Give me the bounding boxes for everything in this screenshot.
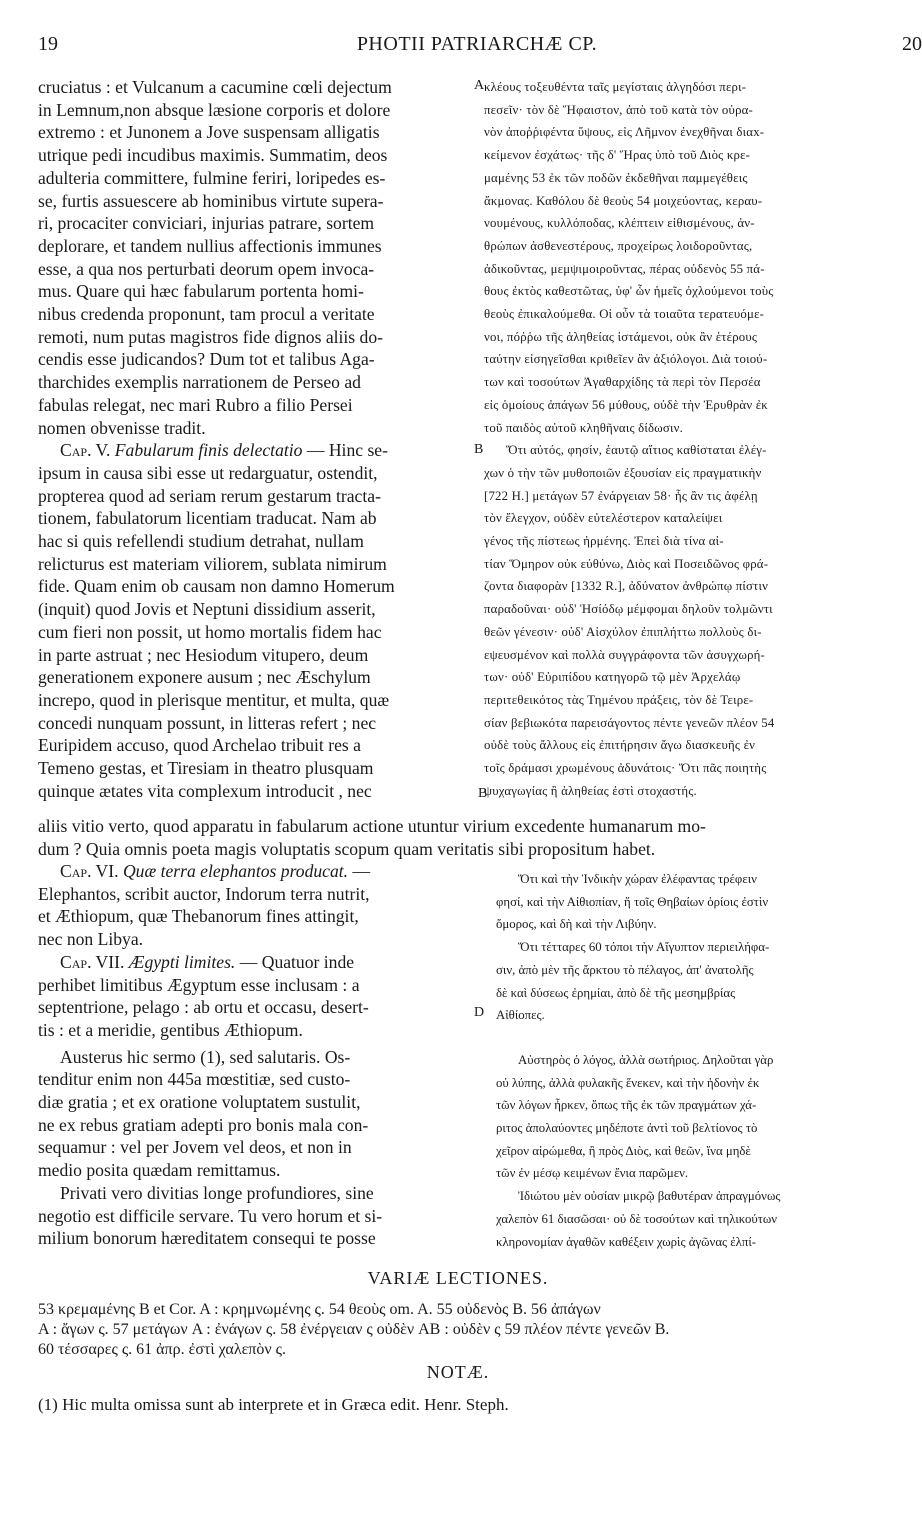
latin-line: milium bonorum hæreditatem consequi te posse [38, 1228, 376, 1249]
paragraph-austerus [38, 1046, 472, 1182]
fullwidth-paragraph [38, 815, 916, 860]
greek-paragraph-idiotou [496, 1185, 916, 1253]
latin-line: deplorare, et tandem nullius affectionis immunes [38, 235, 382, 256]
chapter-7-body [38, 974, 472, 1042]
greek-line: εψευσμένον καὶ πολλὰ συγγράφοντα τῶν ἀσυγχωρή- [484, 647, 766, 662]
latin-line: (inquit) quod Jovis et Neptuni dissidium asserit, [38, 599, 376, 620]
greek-line: ἄκμονας. Καθόλου δὲ θεοὺς 54 μοιχεύοντας, κεραυ- [484, 193, 763, 208]
latin-paragraph-1 [38, 76, 472, 439]
latin-line: quinque ætates vita complexum introducit , nec [38, 780, 372, 801]
running-header [38, 33, 922, 63]
chapter-6-label: Cap. VI. [60, 861, 119, 881]
chapter-6-title: Quæ terra elephantos producat. [122, 861, 349, 881]
greek-line: πεσεῖν· τὸν δὲ Ἥφαιστον, ἀπὸ τοῦ κατὰ τὸν οὐρα- [484, 102, 754, 117]
greek-line: μαμένης 53 ἐκ τῶν ποδῶν ἐκδεθῆναι παμμεγέθεις [484, 170, 748, 185]
latin-line: utrique pedi incudibus maximis. Summatim, deos [38, 145, 388, 166]
greek-line: εἰς ὁμοίους ἀπάγων 56 μύθους, οὐδὲ τὴν Ἐρυθρὰν ἐκ [484, 397, 768, 412]
greek-column [484, 76, 916, 803]
greek-line: Ἰδιώτου μὲν οὐσίαν μικρῷ βαθυτέραν ἀπραγμόνως [518, 1189, 781, 1204]
latin-line: tenditur enim non 445a mœstitiæ, sed custo- [38, 1069, 351, 1090]
greek-line: ὅμορος, καὶ δὴ καὶ τὴν Λιβύην. [496, 917, 657, 932]
latin-line: remoti, num putas magistros fide dignos aliis do- [38, 326, 383, 347]
chapter-6-body [38, 883, 472, 951]
greek-line: των καὶ τοσούτων Ἀγαθαρχίδης τὰ περὶ τὸν Περσέα [484, 375, 761, 390]
greek-line: χεῖρον αἱρώμεθα, ἢ πρὸς Διὸς, καὶ θεῶν, ἵνα μηδὲ [496, 1143, 751, 1158]
greek-line: χαλεπὸν 61 διασῶσαι· οὐ δὲ τοσούτων καὶ τηλικούτων [496, 1211, 778, 1226]
latin-line: nomen obvenisse tradit. [38, 417, 206, 438]
greek-line: θρώπων ἀσθενεστέρους, προχείρως λοιδοροῦντας, [484, 238, 753, 253]
greek-line: γένος τῆς πίστεως ἠρμένης. Ἐπεὶ διὰ τίνα αἰ- [484, 534, 724, 549]
greek-line: χων ὁ τὴν τῶν μυθοποιῶν ἐξουσίαν εἰς πραγματικὴν [484, 465, 762, 480]
latin-line: perhibet limitibus Ægyptum esse inclusam : a [38, 974, 360, 995]
latin-line: fide. Quam enim ob causam non damno Homerum [38, 576, 395, 597]
greek-line: νουμένους, κυλλόποδας, κλέπτειν εἰθισμένους, ἀν- [484, 216, 755, 231]
chapter-5-label: Cap. V. [60, 440, 111, 461]
latin-chapter-5-body [38, 462, 472, 803]
greek-line: δὲ καὶ δύσεως ἐρημίαι, ἀπὸ δὲ τῆς μεσημβρίας [496, 985, 736, 1000]
paragraph-privati [38, 1182, 472, 1250]
latin-line: cendis esse judicandos? Dum tot et talibus Aga- [38, 349, 375, 370]
latin-line: increpo, quod in plerisque mentitur, et multa, quæ [38, 689, 390, 710]
greek-line: τὸν ἔλεγχον, οὐδὲν εὐτελέστερον καταλείψει [484, 511, 723, 526]
page-number-right: 20 [902, 33, 922, 55]
greek-line: ριτος ἀπολαύοντες μηδέποτε ἀντὶ τοῦ βελτίονος τὸ [496, 1121, 758, 1136]
latin-line: diæ gratia ; et ex oratione voluptatem sustulit, [38, 1092, 361, 1113]
latin-line: et Æthiopum, quæ Thebanorum fines attingit, [38, 906, 359, 927]
variae-line-1: 53 κρεμαμένης B et Cor. A : κρημνωμένης ς. 54 θεοὺς om. A. 55 οὐδενὸς B. 56 ἀπάγων [38, 1301, 601, 1318]
latin-line: esse, a qua nos perturbati deorum opem invoca- [38, 258, 375, 279]
fullwidth-line-1: aliis vitio verto, quod apparatu in fabularum actione utuntur virium excedente humanarum mo- [38, 816, 706, 836]
chapter-7-label: Cap. VII. [60, 951, 125, 972]
latin-line: tionem, fabulatorum licentiam traducat. Nam ab [38, 508, 377, 529]
greek-line: ἀδικοῦντας, μεμψιμοιροῦντας, πέρας οὐδενὸς 55 πά- [484, 261, 765, 276]
chapter-7-first-line: — Quatuor inde [235, 951, 355, 972]
latin-line: in parte astruat ; nec Hesiodum vitupero, deum [38, 644, 369, 665]
greek-line: θεῶν γένεσιν· οὐδ' Αἰσχύλον ἐπιπλήττω πολλοὺς δι- [484, 624, 762, 639]
latin-line: Privati vero divitias longe profundiores, sine [60, 1182, 374, 1203]
greek-line: Αὐστηρὸς ὁ λόγος, ἀλλὰ σωτήριος. Δηλοῦται γὰρ [518, 1052, 774, 1067]
greek-line: [722 H.] μετάγων 57 ἐνάργειαν 58· ἧς ἂν τις ἀφέλῃ [484, 488, 758, 503]
greek-line: οὐδὲ τοὺς ἄλλους εἰς ἐπιτήρησιν ἄγω διασκευῆς ἐν [484, 738, 756, 753]
latin-line: concedi nunquam possunt, in litteras refert ; nec [38, 712, 377, 733]
latin-line: Euripidem accuso, quod Archelao tribuit res a [38, 735, 361, 756]
latin-line: Austerus hic sermo (1), sed salutaris. Os- [60, 1046, 351, 1067]
variae-line-3: 60 τέσσαρες ς. 61 ἀπρ. ἐστὶ χαλεπὸν ς. [38, 1341, 286, 1358]
greek-line: τῶν λόγων ἦρκεν, ὅπως τῆς ἐκ τῶν πραγμάτων χά- [496, 1098, 757, 1113]
greek-line: θους ἐκτὸς καθεστῶτας, ὑφ' ὧν ἡμεῖς ὀχλούμενοι τοὺς [484, 284, 774, 299]
latin-line: sequamur : vel per Jovem vel deos, et non in [38, 1137, 352, 1158]
latin-chapter-5 [38, 439, 472, 462]
greek-line: σιν, ἀπὸ μὲν τῆς ἄρκτου τὸ πέλαγος, ἀπ' ἀνατολῆς [496, 962, 754, 977]
greek-line: τοῖς δράμασι χρωμένους ἀδυνάτοις· Ὅτι πᾶς ποιητὴς [484, 761, 767, 776]
latin-line: negotio est difficile servare. Tu vero horum et si- [38, 1205, 383, 1226]
margin-letter-b-mid: B [478, 786, 488, 801]
latin-line: fabulas relegat, nec mari Rubro a filio Persei [38, 394, 353, 415]
greek-line: θεοὺς ἐπικαλούμεθα. Οἱ οὖν τὰ τοιαῦτα τερατευόμε- [484, 307, 765, 322]
greek-line: ζοντα διαφορὰν [1332 R.], ἀδύνατον ἀνθρώπῳ πίστιν [484, 579, 769, 594]
page-number-left: 19 [38, 33, 58, 55]
latin-line: Temeno gestas, et Tiresiam in theatro plusquam [38, 758, 374, 779]
latin-line: ne ex rebus gratiam adepti pro bonis mala con- [38, 1114, 369, 1135]
latin-line: relicturus est materiam viliorem, sublata nimirum [38, 553, 387, 574]
greek-line: οὐ λύπης, ἀλλὰ φυλακῆς ἕνεκεν, καὶ τὴν ἡδονὴν ἐκ [496, 1075, 760, 1090]
lower-latin-column [38, 860, 472, 1250]
chapter-6-dash: — [348, 861, 371, 881]
latin-line: nibus credenda proponunt, tam procul a veritate [38, 304, 375, 325]
greek-paragraph-austeros [496, 1049, 916, 1185]
notae-text: (1) Hic multa omissa sunt ab interprete et in Græca edit. Henr. Steph. [38, 1395, 509, 1414]
latin-line: tis : et a meridie, gentibus Æthiopum. [38, 1019, 303, 1040]
greek-paragraph-2 [484, 439, 916, 802]
latin-line: medio posita quædam remittamus. [38, 1160, 281, 1181]
greek-line: ταύτην εἰσηγεῖσθαι κριθεῖεν ἂν ἀξιόλογοι. Διὰ τοιού- [484, 352, 768, 367]
greek-line: νὸν ἀποῤῥιφέντα ὕψους, εἰς Λῆμνον ἐνεχθῆναι διαx- [484, 125, 765, 140]
greek-line: Αἰθίοπες. [496, 1008, 545, 1023]
greek-line: νοι, πόῤῥω τῆς ἀληθείας ἱστάμενοι, οὐκ ἂν ἑτέρους [484, 329, 758, 344]
variae-line-2: A : ἄγων ς. 57 μετάγων A : ἐνάγων ς. 58 ἐνέργειαν ς οὐδὲν AB : οὐδὲν ς 59 πλέον πέντε γενεῶν B. [38, 1321, 670, 1338]
greek-line: τῶν ἐν μέσῳ κειμένων ἔνια παρῶμεν. [496, 1166, 689, 1181]
latin-line: se, furtis assuescere ab hominibus virtute supera- [38, 190, 384, 211]
greek-line: φησί, καὶ τὴν Αἰθιοπίαν, ἥ τοῖς Θηβαίων ὁρίοις ἐστὶν [496, 894, 769, 909]
margin-letter-b: B [474, 442, 484, 457]
notae-title: NOTÆ. [426, 1362, 490, 1382]
greek-line: παραδοῦναι· οὐδ' Ἡσίόδῳ μέμφομαι δηλοῦν τολμῶντι [484, 602, 773, 617]
chapter-5-title: Fabularum finis delectatio [114, 440, 303, 461]
chapter-5-first-line: — Hinc se- [302, 440, 388, 461]
greek-line: κληρονομίαν ἀγαθῶν καθέξειν χωρὶς ἀγῶνας ἐλπί- [496, 1234, 757, 1249]
variae-lectiones [38, 1300, 916, 1360]
latin-column [38, 76, 472, 803]
latin-line: mus. Quare qui hæc fabularum portenta homi- [38, 281, 364, 302]
latin-line: ri, procaciter conviciari, injurias patrare, sortem [38, 213, 375, 234]
greek-line: Ὅτι καὶ τὴν Ἰνδικὴν χώραν ἐλέφαντας τρέφειν [518, 872, 757, 886]
greek-paragraph-elephant [496, 868, 916, 936]
greek-line: περιτεθεικότος τὰς Τημένου πράξεις, τὸν δὲ Τειρε- [484, 692, 754, 707]
margin-letter-a: A [474, 78, 485, 93]
greek-paragraph-1 [484, 76, 916, 439]
latin-line: tharchides exemplis narrationem de Perseo ad [38, 372, 361, 393]
fullwidth-line-2: dum ? Quia omnis poeta magis voluptatis scopum quam veritatis sibi propositum habet. [38, 838, 656, 859]
greek-line: Ὅτι τέτταρες 60 τόποι τὴν Αἴγυπτον περιειλήφα- [518, 940, 770, 955]
greek-line: κλέους τοξευθέντα ταῖς μεγίσταις ἀλγηδόσι περι- [484, 80, 747, 94]
latin-line: hac si quis refellendi studium detrahat, nullam [38, 531, 364, 552]
latin-line: Elephantos, scribit auctor, Indorum terra nutrit, [38, 883, 370, 904]
latin-line: cum fieri non possit, ut homo mortalis fidem hac [38, 621, 382, 642]
latin-chapter-6 [38, 860, 472, 883]
greek-line: ψυχαγωγίας ἢ ἀληθείας ἐστὶ στοχαστής. [484, 783, 697, 798]
variae-title: VARIÆ LECTIONES. [367, 1268, 549, 1288]
lower-greek-column [496, 868, 916, 1253]
latin-line: extremo : et Junonem a Jove suspensam alligatis [38, 122, 380, 143]
latin-line: generationem exponere ausum ; nec Æschylum [38, 667, 371, 688]
latin-chapter-7 [38, 951, 472, 974]
greek-line: κείμενον ἐσχάτως· τῆς δ' Ἥρας ὑπὸ τοῦ Διὸς κρε- [484, 148, 751, 163]
greek-line: Ὅτι αὐτός, φησίν, ἑαυτῷ αἴτιος καθίσταται ἐλέγ- [506, 443, 767, 458]
latin-line: septentrione, pelago : ab ortu et occasu, desert- [38, 997, 369, 1018]
latin-line: propterea quod ad seriam rerum gestarum tracta- [38, 485, 381, 506]
page-title: PHOTII PATRIARCHÆ CP. [356, 33, 598, 55]
greek-line: τοῦ παιδὸς αὐτοῦ κληθῆναις δίδωσιν. [484, 420, 684, 435]
greek-paragraph-egypt [496, 936, 916, 1027]
latin-line: in Lemnum,non absque læsione corporis et dolore [38, 99, 391, 120]
margin-letter-d: D [474, 1005, 485, 1020]
greek-line: τίαν Ὅμηρον οὐκ εὐθύνω, Διὸς καὶ Ποσειδῶνος φρά- [484, 556, 769, 571]
latin-line: nec non Libya. [38, 929, 144, 950]
chapter-7-title: Ægypti limites. [128, 951, 236, 972]
latin-line: ipsum in causa sibi esse ut redarguatur, ostendit, [38, 462, 378, 483]
latin-line: adulteria committere, fulmine feriri, loripedes es- [38, 167, 386, 188]
greek-line: σίαν βεβιωκότα παρεισάγοντος πέντε γενεῶν πλέον 54 [484, 715, 775, 730]
greek-line: των· οὐδ' Εὐριπίδου κατηγορῶ τῷ μὲν Ἀρχελάῳ [484, 670, 741, 685]
latin-line: cruciatus : et Vulcanum a cacumine cœli dejectum [38, 77, 392, 97]
